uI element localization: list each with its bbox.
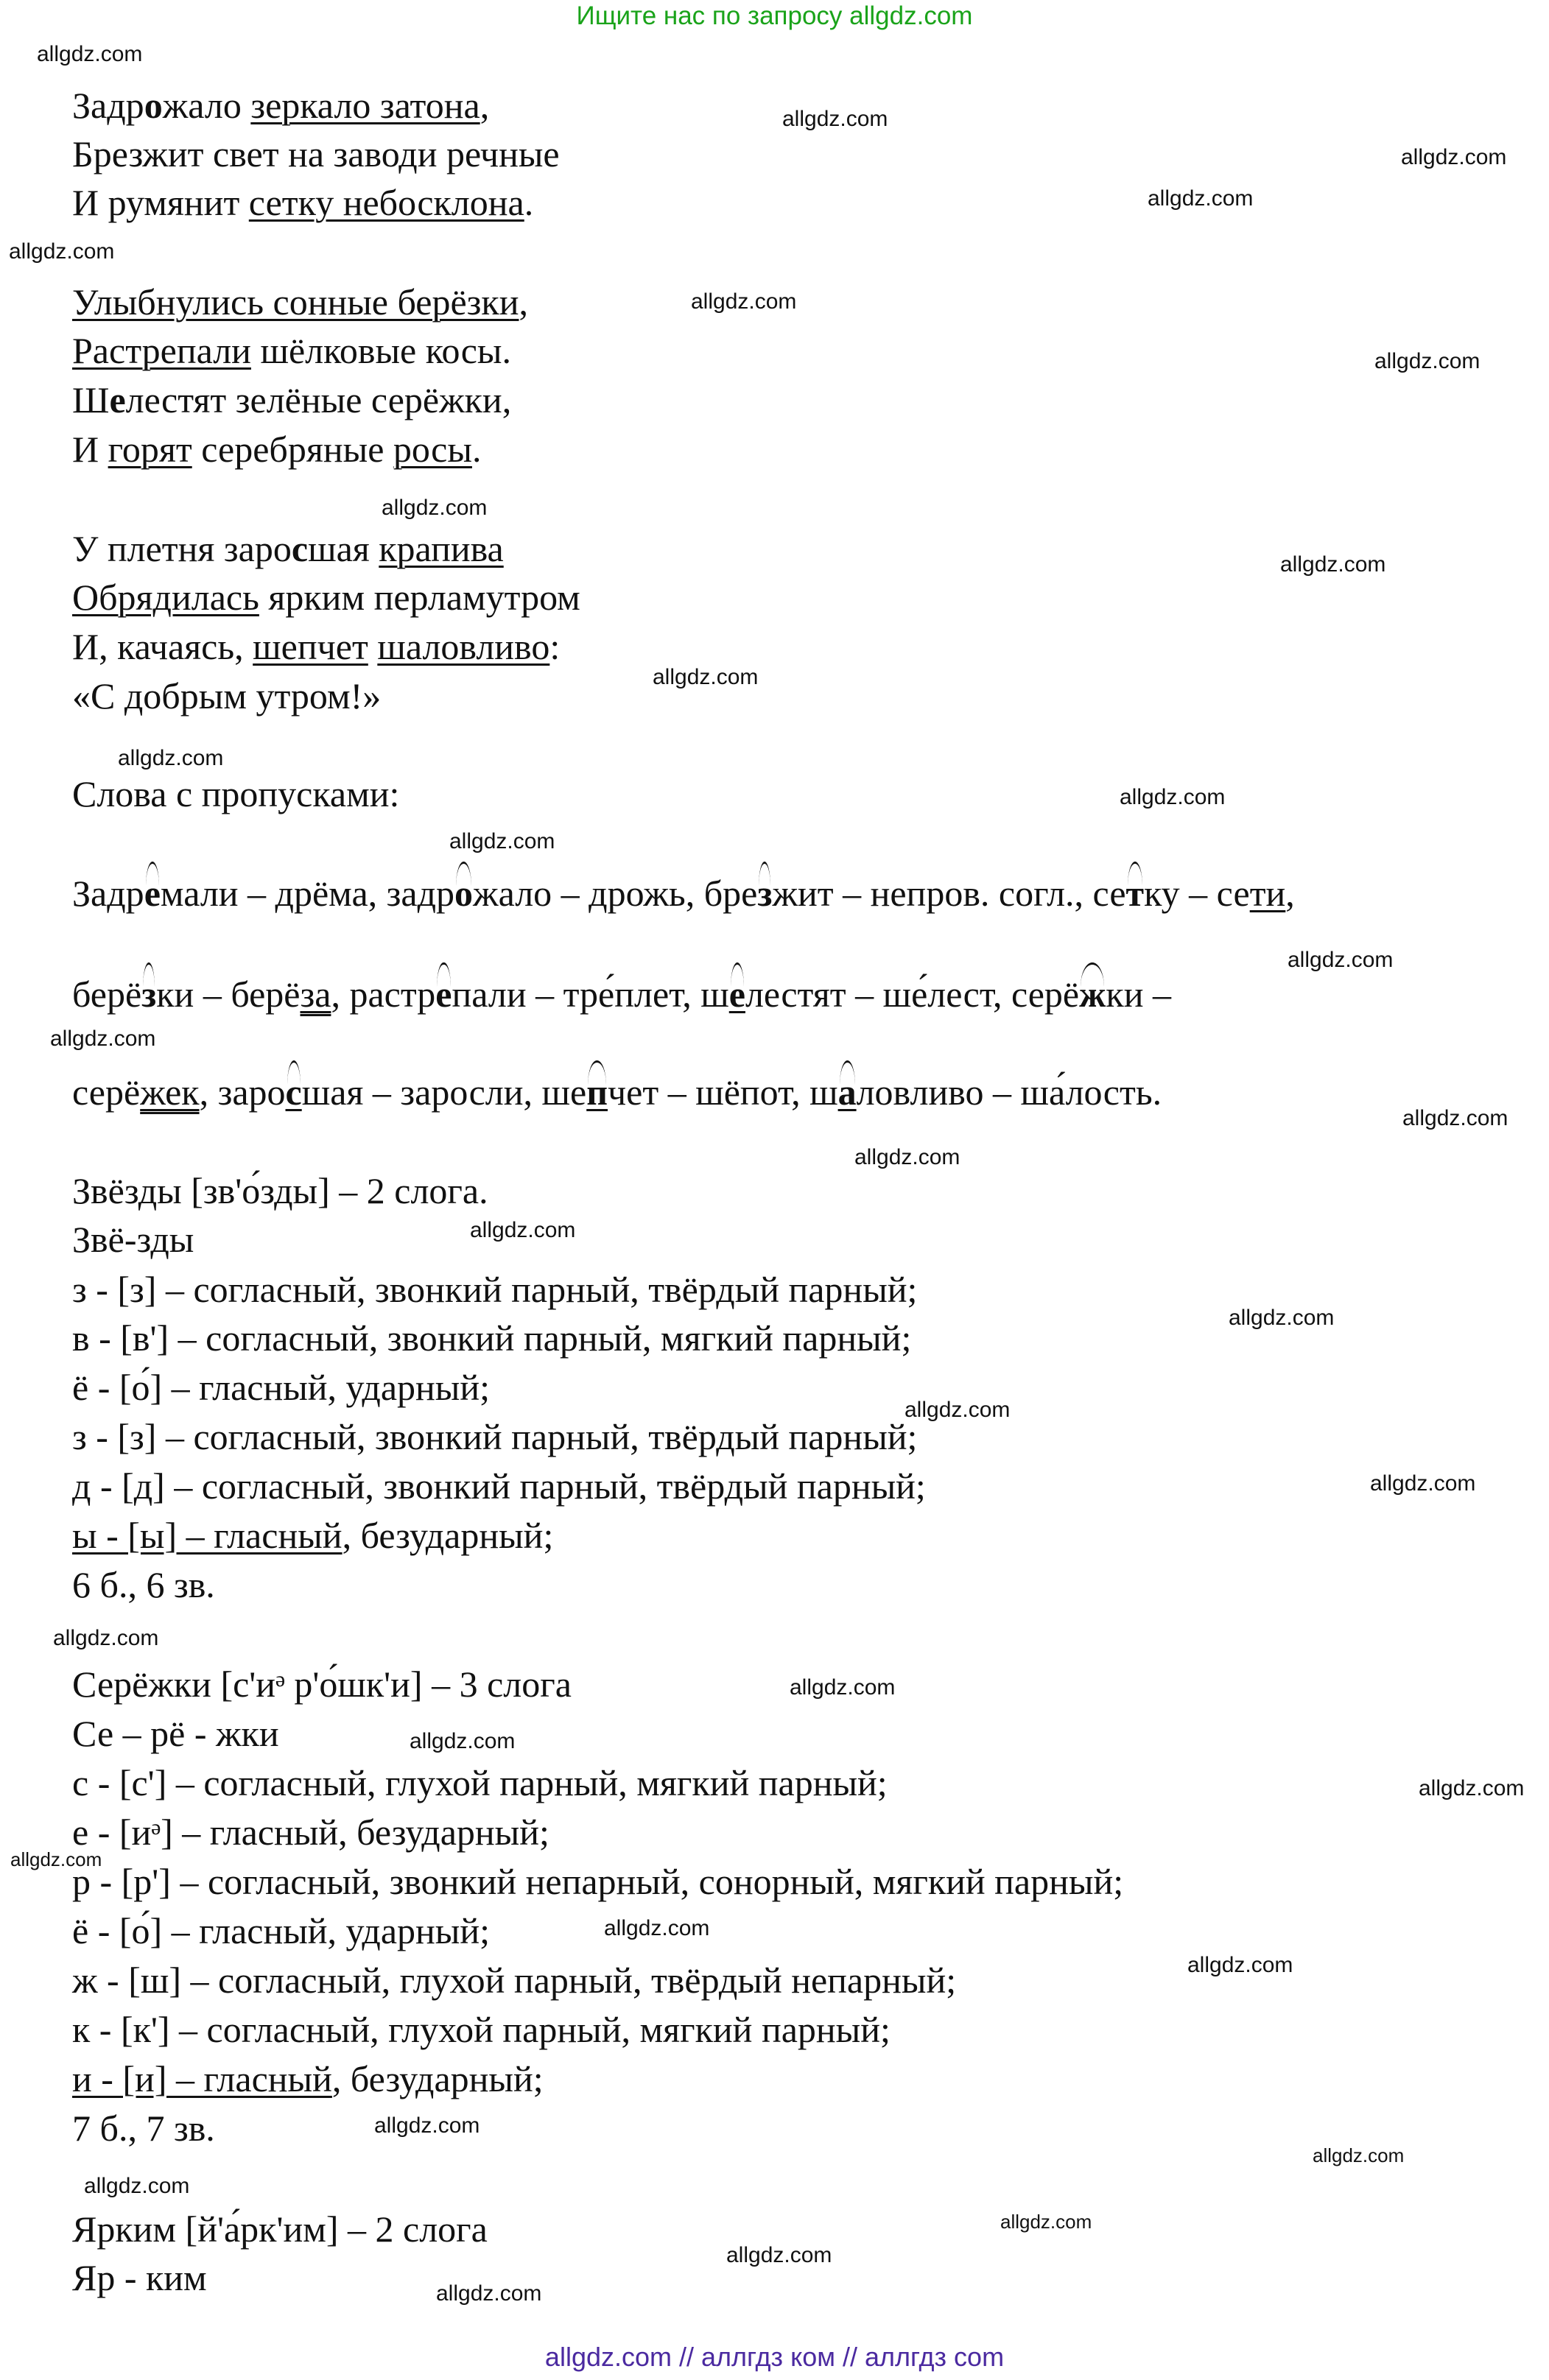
- analysis-summary: 7 б., 7 зв.: [72, 2108, 215, 2149]
- analysis-syllables: Звё-зды: [72, 1219, 194, 1260]
- watermark: allgdz.com: [374, 2113, 480, 2138]
- analysis-letter: ё - [о́] – гласный, ударный;: [72, 1367, 491, 1408]
- analysis-summary: 6 б., 6 зв.: [72, 1564, 215, 1605]
- watermark: allgdz.com: [449, 829, 555, 853]
- poem-line: Растрепали шёлковые косы.: [72, 330, 512, 371]
- analysis-syllables: Се – рё - жки: [72, 1713, 279, 1754]
- poem-line: «С добрым утром!»: [72, 675, 382, 717]
- bottom-banner: allgdz.com // аллгдз ком // аллгдз com: [544, 2342, 1005, 2372]
- watermark: allgdz.com: [1401, 145, 1507, 169]
- watermark: allgdz.com: [1148, 186, 1254, 211]
- poem-line: И горят серебряные росы.: [72, 429, 482, 470]
- watermark: allgdz.com: [9, 239, 115, 264]
- analysis-letter: с - [с'] – согласный, глухой парный, мягкий парный;: [72, 1762, 888, 1803]
- analysis-letter: д - [д] – согласный, звонкий парный, твёрдый парный;: [72, 1465, 926, 1507]
- watermark: allgdz.com: [653, 665, 759, 689]
- analysis-letter: ё - [о́] – гласный, ударный;: [72, 1910, 491, 1951]
- poem-line: Улыбнулись сонные берёзки,: [72, 281, 528, 323]
- poem-line: И румянит сетку небосклона.: [72, 182, 534, 223]
- analysis-letter: е - [иᵊ] – гласный, безударный;: [72, 1812, 549, 1853]
- watermark: allgdz.com: [1313, 2144, 1405, 2166]
- analysis-letter: з - [з] – согласный, звонкий парный, твёрдый парный;: [72, 1269, 918, 1310]
- analysis-letter: р - [р'] – согласный, звонкий непарный, сонорный, мягкий парный;: [72, 1861, 1124, 1902]
- analysis-header: Серёжки [с'иᵊ р'о́шк'и] – 3 слога: [72, 1663, 572, 1705]
- gaps-line: Задремали – дрёма, задрожало – дрожь, брезжит – непров. согл., сетку – сети,: [72, 873, 1295, 914]
- poem-line: Шелестят зелёные серёжки,: [72, 379, 512, 420]
- watermark: allgdz.com: [84, 2174, 190, 2198]
- section-heading: Слова с пропусками:: [72, 773, 400, 814]
- watermark: allgdz.com: [726, 2243, 832, 2267]
- analysis-letter: ы - [ы] – гласный, безударный;: [72, 1515, 554, 1556]
- watermark: allgdz.com: [50, 1027, 156, 1051]
- analysis-letter: и - [и] – гласный, безударный;: [72, 2058, 544, 2099]
- analysis-letter: з - [з] – согласный, звонкий парный, твёрдый парный;: [72, 1416, 918, 1457]
- watermark: allgdz.com: [1419, 1776, 1525, 1800]
- watermark: allgdz.com: [118, 746, 224, 770]
- watermark: allgdz.com: [691, 289, 797, 314]
- analysis-letter: в - [в'] – согласный, звонкий парный, мягкий парный;: [72, 1317, 912, 1359]
- watermark: allgdz.com: [905, 1398, 1011, 1422]
- watermark: allgdz.com: [790, 1675, 896, 1700]
- watermark: allgdz.com: [470, 1218, 576, 1242]
- watermark: allgdz.com: [1370, 1471, 1476, 1496]
- gaps-line: берёзки – берёза, растрепали – тре́плет, шелестят – ше́лест, серёжки –: [72, 974, 1171, 1015]
- watermark: allgdz.com: [410, 1729, 516, 1753]
- watermark: allgdz.com: [1000, 2211, 1092, 2233]
- watermark: allgdz.com: [10, 1848, 102, 1870]
- watermark: allgdz.com: [1229, 1306, 1335, 1330]
- poem-line: Задрожало зеркало затона,: [72, 85, 490, 126]
- gaps-line: серёжек, заросшая – заросли, шепчет – шёпот, шаловливо – ша́лость.: [72, 1071, 1162, 1113]
- analysis-header: Звёзды [зв'о́зды] – 2 слога.: [72, 1170, 488, 1211]
- watermark: allgdz.com: [854, 1145, 960, 1169]
- watermark: allgdz.com: [1402, 1106, 1508, 1130]
- watermark: allgdz.com: [37, 42, 143, 66]
- analysis-header: Ярким [й'а́рк'им] – 2 слога: [72, 2208, 488, 2250]
- watermark: allgdz.com: [1280, 552, 1386, 577]
- watermark: allgdz.com: [1120, 785, 1226, 809]
- poem-line: Брезжит свет на заводи речные: [72, 133, 560, 175]
- watermark: allgdz.com: [604, 1916, 710, 1940]
- watermark: allgdz.com: [1288, 948, 1394, 972]
- poem-line: И, качаясь, шепчет шаловливо:: [72, 626, 561, 667]
- watermark: allgdz.com: [53, 1626, 159, 1650]
- top-banner: Ищите нас по запросу allgdz.com: [576, 1, 973, 30]
- watermark: allgdz.com: [782, 107, 888, 131]
- analysis-letter: к - [к'] – согласный, глухой парный, мягкий парный;: [72, 2009, 891, 2050]
- watermark: allgdz.com: [436, 2281, 542, 2306]
- analysis-syllables: Яр - ким: [72, 2257, 207, 2298]
- poem-line: У плетня заросшая крапива: [72, 528, 504, 569]
- poem-line: Обрядилась ярким перламутром: [72, 577, 580, 618]
- analysis-letter: ж - [ш] – согласный, глухой парный, твёрдый непарный;: [72, 1960, 957, 2001]
- watermark: allgdz.com: [382, 496, 488, 520]
- watermark: allgdz.com: [1187, 1953, 1293, 1977]
- watermark: allgdz.com: [1374, 349, 1480, 373]
